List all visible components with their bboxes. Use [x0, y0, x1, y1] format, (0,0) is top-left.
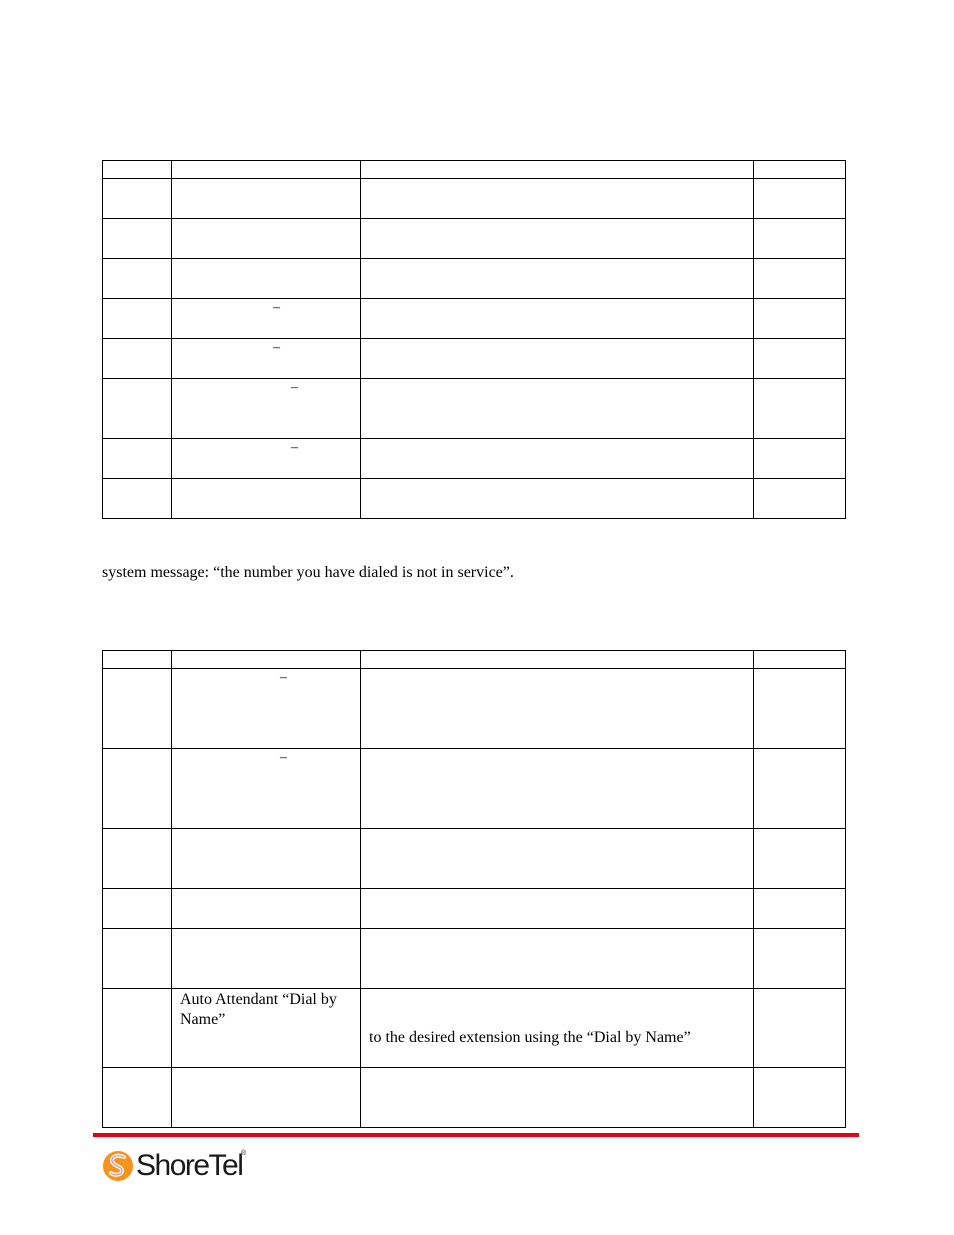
table-row: –: [103, 299, 846, 339]
table-row: –: [103, 669, 846, 749]
table-row: [103, 989, 846, 1068]
dial-by-name-text: to the desired extension using the “Dial by Name”: [369, 1029, 691, 1046]
table-row: [103, 219, 846, 259]
test-results-table-2: [102, 650, 846, 1128]
table-row: [103, 829, 846, 889]
table-row: [103, 259, 846, 299]
auto-attendant-label: Auto Attendant “Dial by Name”: [180, 991, 337, 1028]
table-row: –: [103, 439, 846, 479]
table-row: –: [103, 379, 846, 439]
shoretel-swirl-icon: [102, 1149, 134, 1183]
table-header-row: [103, 651, 846, 669]
system-message-text: system message: “the number you have dialed is not in service”.: [102, 564, 514, 581]
logo-wordmark: ShoreTel: [136, 1149, 243, 1182]
table-row: [103, 929, 846, 989]
footer-rule: [93, 1133, 859, 1137]
table-row: [103, 179, 846, 219]
test-results-table-1: [102, 160, 846, 519]
table-header-row: [103, 161, 846, 179]
table-row: [103, 479, 846, 519]
table-row: –: [103, 339, 846, 379]
table-row: [103, 889, 846, 929]
shoretel-logo: [102, 1148, 252, 1184]
table-row: –: [103, 749, 846, 829]
table-row: [103, 1068, 846, 1128]
logo-registered-mark: ®: [241, 1150, 247, 1157]
